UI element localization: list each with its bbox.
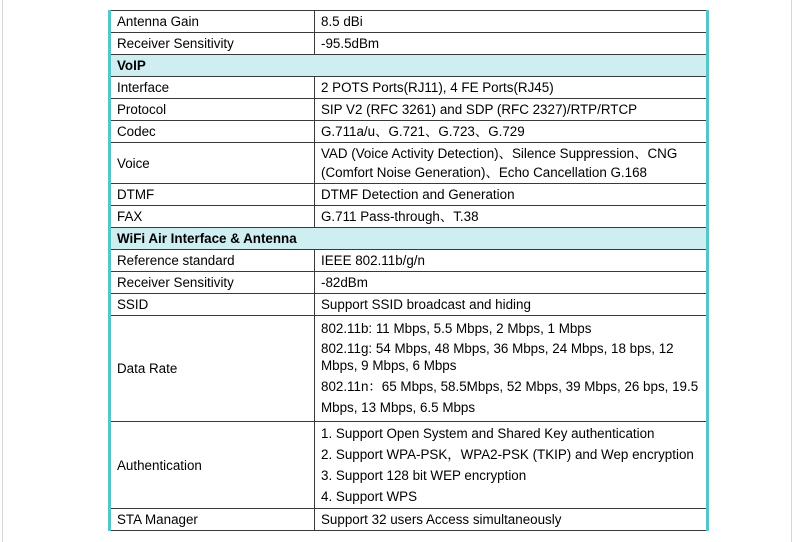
spec-key: Protocol [110, 99, 315, 121]
section-header-wifi [110, 228, 708, 250]
table-row [110, 33, 708, 55]
section-header-voip [110, 55, 708, 77]
spec-table [108, 10, 709, 531]
page-edge-right [791, 0, 792, 542]
section-title: WiFi Air Interface & Antenna [110, 228, 708, 250]
spec-key: Data Rate [110, 316, 315, 422]
auth-line: 1. Support Open System and Shared Key authentication [321, 426, 655, 441]
spec-key: FAX [110, 206, 315, 228]
table-row [110, 294, 708, 316]
spec-value: G.711a/u、G.721、G.723、G.729 [315, 121, 708, 143]
table-row [110, 272, 708, 294]
table-row [110, 121, 708, 143]
spec-value: 2 POTS Ports(RJ11), 4 FE Ports(RJ45) [315, 77, 708, 99]
spec-value: SIP V2 (RFC 3261) and SDP (RFC 2327)/RTP/RTCP [315, 99, 708, 121]
spec-key: Reference standard [110, 250, 315, 272]
spec-key: Authentication [110, 422, 315, 509]
data-rate-line: 802.11n：65 Mbps, 58.5Mbps, 52 Mbps, 39 Mbps, 26 bps, 19.5 Mbps, 13 Mbps, 6.5 Mbps [321, 379, 699, 415]
table-row [110, 77, 708, 99]
spec-value: -82dBm [315, 272, 708, 294]
spec-key: Interface [110, 77, 315, 99]
spec-value: -95.5dBm [315, 33, 708, 55]
table-row [110, 250, 708, 272]
auth-line: 2. Support WPA-PSK，WPA2-PSK (TKIP) and Wep encryption [321, 447, 694, 462]
spec-key: DTMF [110, 184, 315, 206]
table-row-authentication [110, 422, 708, 509]
spec-value: IEEE 802.11b/g/n [315, 250, 708, 272]
table-row [110, 206, 708, 228]
table-row [110, 99, 708, 121]
spec-value: 8.5 dBi [315, 11, 708, 33]
spec-value: Support SSID broadcast and hiding [315, 294, 708, 316]
spec-key: Codec [110, 121, 315, 143]
spec-value-list [315, 422, 708, 509]
spec-value: Support 32 users Access simultaneously [315, 509, 708, 531]
table-row [110, 143, 708, 184]
spec-key: STA Manager [110, 509, 315, 531]
data-rate-line: 802.11g: 54 Mbps, 48 Mbps, 36 Mbps, 24 Mbps, 18 bps, 12 Mbps, 9 Mbps, 6 Mbps [321, 341, 674, 373]
spec-value-list [315, 316, 708, 422]
table-row [110, 184, 708, 206]
auth-line: 4. Support WPS [321, 489, 418, 504]
spec-value: G.711 Pass-through、T.38 [315, 206, 708, 228]
auth-line: 3. Support 128 bit WEP encryption [321, 468, 527, 483]
section-title: VoIP [110, 55, 708, 77]
spec-value: VAD (Voice Activity Detection)、Silence Suppression、CNG (Comfort Noise Generation)、Echo Cancellation G.168 [315, 143, 708, 184]
spec-value: DTMF Detection and Generation [315, 184, 708, 206]
table-row-data-rate [110, 316, 708, 422]
spec-key: Receiver Sensitivity [110, 272, 315, 294]
spec-key: Receiver Sensitivity [110, 33, 315, 55]
page-edge-left [2, 0, 3, 542]
spec-key: SSID [110, 294, 315, 316]
data-rate-line: 802.11b: 11 Mbps, 5.5 Mbps, 2 Mbps, 1 Mbps [321, 321, 592, 336]
table-row [110, 509, 708, 531]
spec-key: Voice [110, 143, 315, 184]
table-row [110, 11, 708, 33]
spec-key: Antenna Gain [110, 11, 315, 33]
